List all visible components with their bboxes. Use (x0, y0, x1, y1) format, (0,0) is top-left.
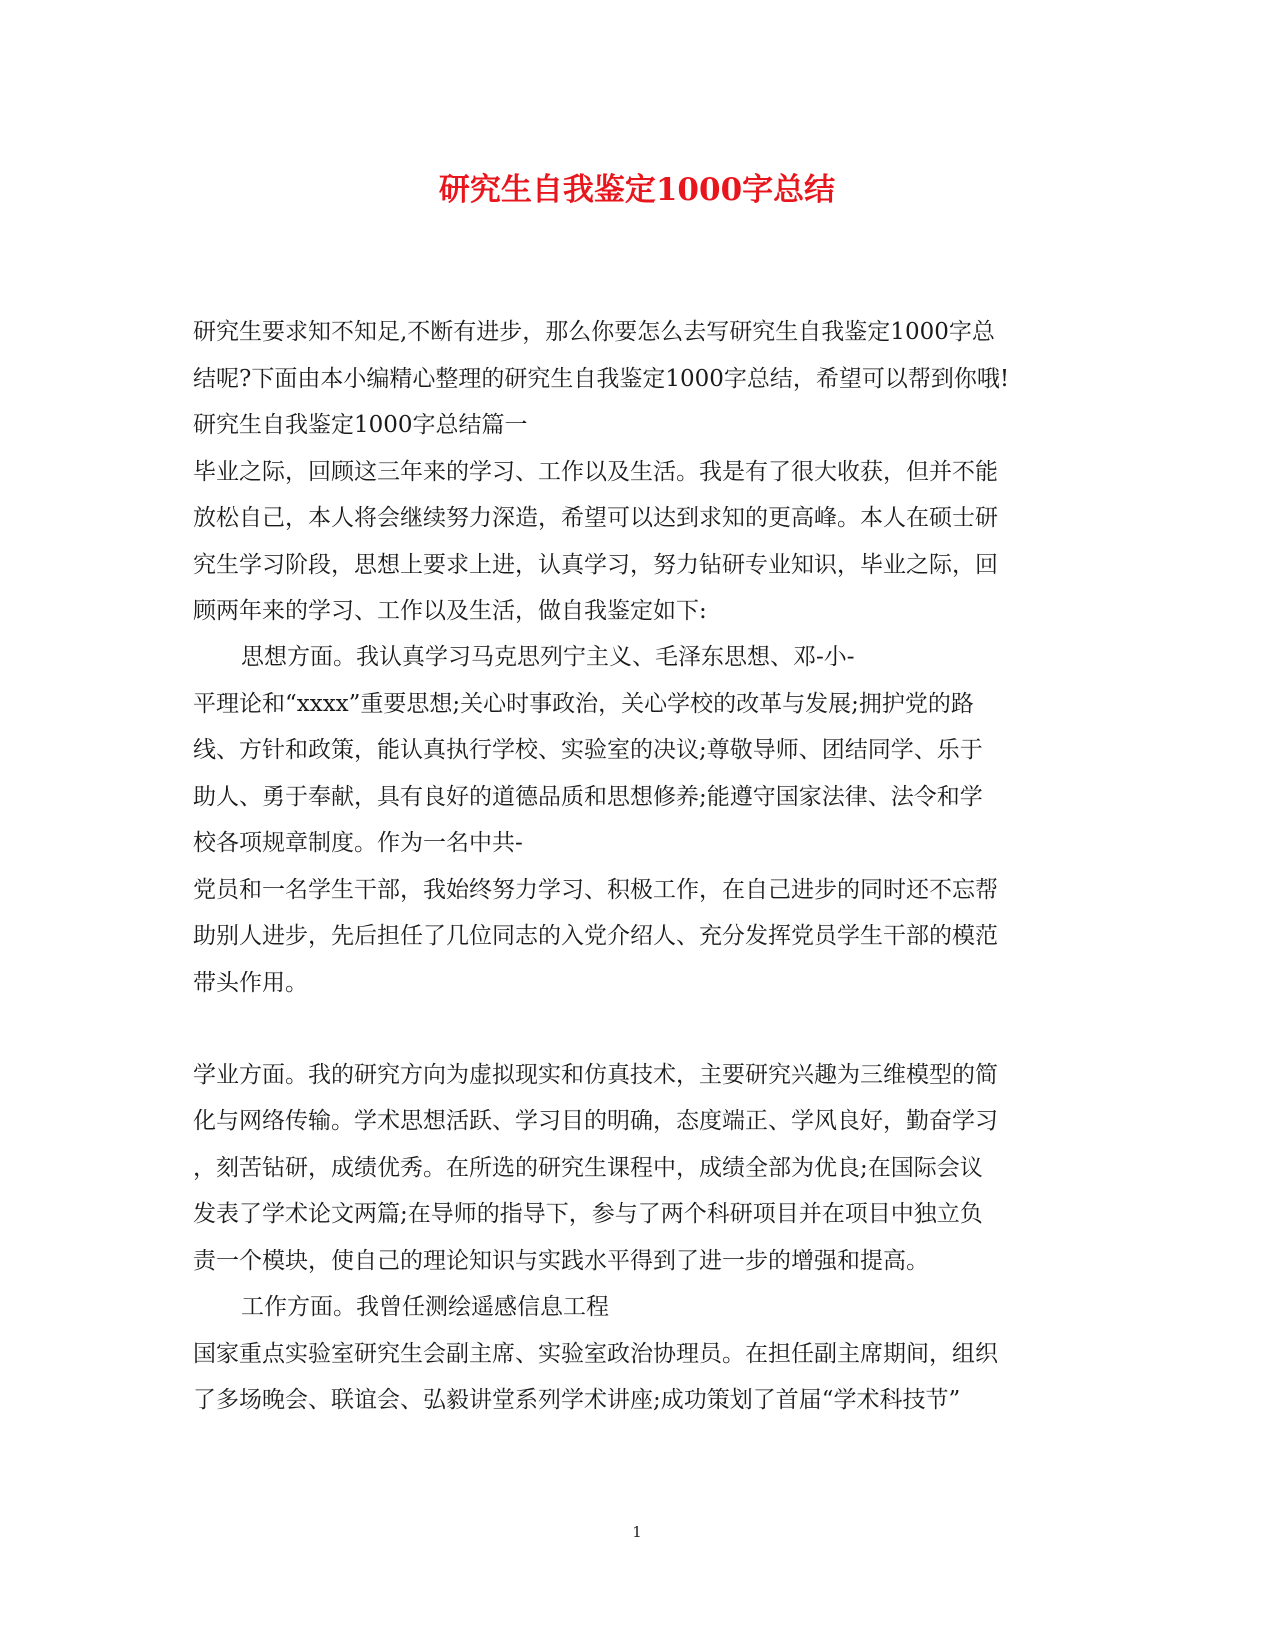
page-number: 1 (632, 1523, 642, 1541)
body-line: 助人、勇于奉献，具有良好的道德品质和思想修养;能遵守国家法律、法令和学 (193, 784, 983, 810)
body-line: 放松自己，本人将会继续努力深造，希望可以达到求知的更高峰。本人在硕士研 (193, 505, 998, 531)
body-line: 了多场晚会、联谊会、弘毅讲堂系列学术讲座;成功策划了首届“学术科技节” (193, 1387, 961, 1413)
body-line: 助别人进步，先后担任了几位同志的入党介绍人、充分发挥党员学生干部的模范 (193, 923, 998, 949)
document-title: 研究生自我鉴定1000字总结 (438, 172, 836, 208)
body-line: 思想方面。我认真学习马克思列宁主义、毛泽东思想、邓-小- (241, 644, 855, 670)
section-heading: 研究生自我鉴定1000字总结篇一 (193, 412, 528, 438)
body-line: 顾两年来的学习、工作以及生活，做自我鉴定如下: (193, 598, 707, 624)
body-line: 责一个模块，使自己的理论知识与实践水平得到了进一步的增强和提高。 (193, 1248, 929, 1274)
body-line: 结呢?下面由本小编精心整理的研究生自我鉴定1000字总结，希望可以帮到你哦! (193, 366, 1010, 392)
body-line: 带头作用。 (193, 970, 308, 996)
body-line: 学业方面。我的研究方向为虚拟现实和仿真技术，主要研究兴趣为三维模型的简 (193, 1062, 998, 1088)
body-line: 线、方针和政策，能认真执行学校、实验室的决议;尊敬导师、团结同学、乐于 (193, 737, 983, 763)
body-line: 平理论和“xxxx”重要思想;关心时事政治，关心学校的改革与发展;拥护党的路 (193, 691, 974, 717)
body-line: 化与网络传输。学术思想活跃、学习目的明确，态度端正、学风良好，勤奋学习 (193, 1108, 998, 1134)
body-line: 国家重点实验室研究生会副主席、实验室政治协理员。在担任副主席期间，组织 (193, 1341, 998, 1367)
body-line: 工作方面。我曾任测绘遥感信息工程 (241, 1294, 609, 1320)
body-line: 校各项规章制度。作为一名中共- (193, 830, 523, 856)
body-line: 研究生要求知不知足,不断有进步，那么你要怎么去写研究生自我鉴定1000字总 (193, 319, 995, 345)
body-line: 究生学习阶段，思想上要求上进，认真学习，努力钻研专业知识，毕业之际，回 (193, 552, 998, 578)
body-line: ，刻苦钻研，成绩优秀。在所选的研究生课程中，成绩全部为优良;在国际会议 (193, 1155, 983, 1181)
body-line: 毕业之际，回顾这三年来的学习、工作以及生活。我是有了很大收获，但并不能 (193, 459, 998, 485)
body-line: 党员和一名学生干部，我始终努力学习、积极工作，在自己进步的同时还不忘帮 (193, 877, 998, 903)
body-line: 发表了学术论文两篇;在导师的指导下，参与了两个科研项目并在项目中独立负 (193, 1201, 983, 1227)
